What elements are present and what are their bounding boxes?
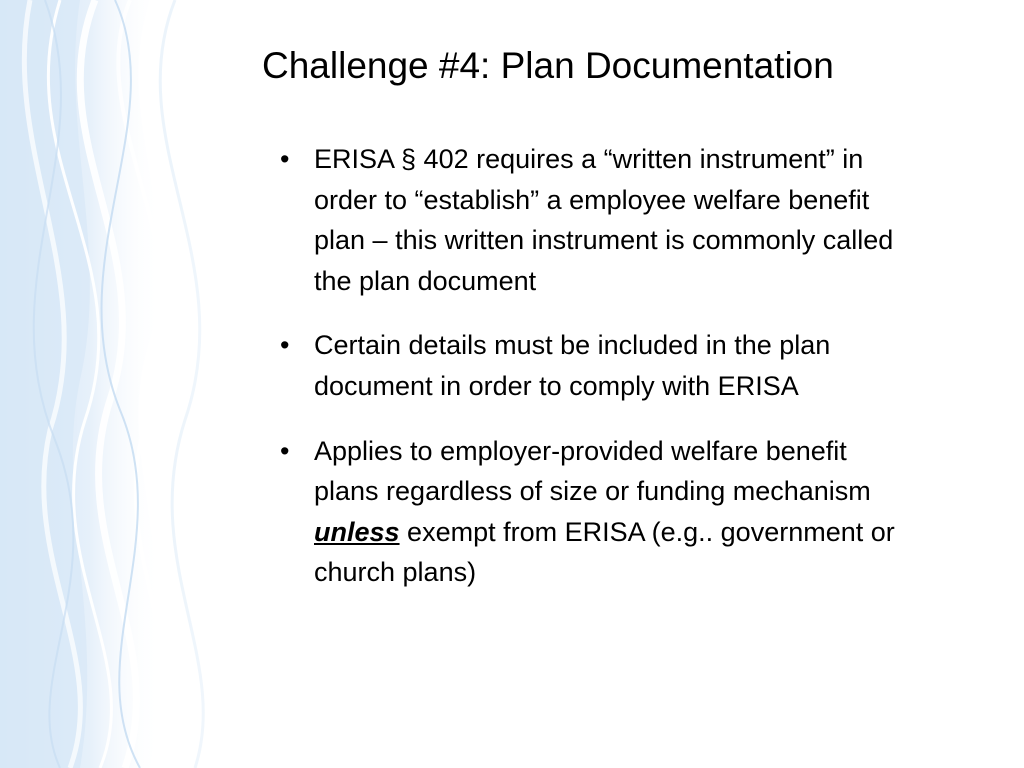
bullet-text-before: Applies to employer-provided welfare benefit plans regardless of size or funding mechanism <box>314 435 871 507</box>
bullet-dot-icon: • <box>280 435 290 466</box>
bullet-dot-icon: • <box>280 144 290 174</box>
bullet-text: ERISA § 402 requires a “written instrument” in order to “establish” a employee welfare benefit plan – this written instrument is commonly called the plan document <box>314 144 894 296</box>
bullet-item <box>278 325 908 406</box>
bullet-text-after: exempt from ERISA (e.g.. government or church plans) <box>314 516 895 588</box>
bullet-item <box>278 431 908 593</box>
bullet-list <box>278 139 908 617</box>
bullet-dot-icon: • <box>280 330 290 361</box>
bullet-item <box>278 139 908 301</box>
slide-title: Challenge #4: Plan Documentation <box>262 45 834 86</box>
bullet-text: Certain details must be included in the plan document in order to comply with ERISA <box>314 330 831 401</box>
emphasized-word: unless <box>314 516 400 547</box>
